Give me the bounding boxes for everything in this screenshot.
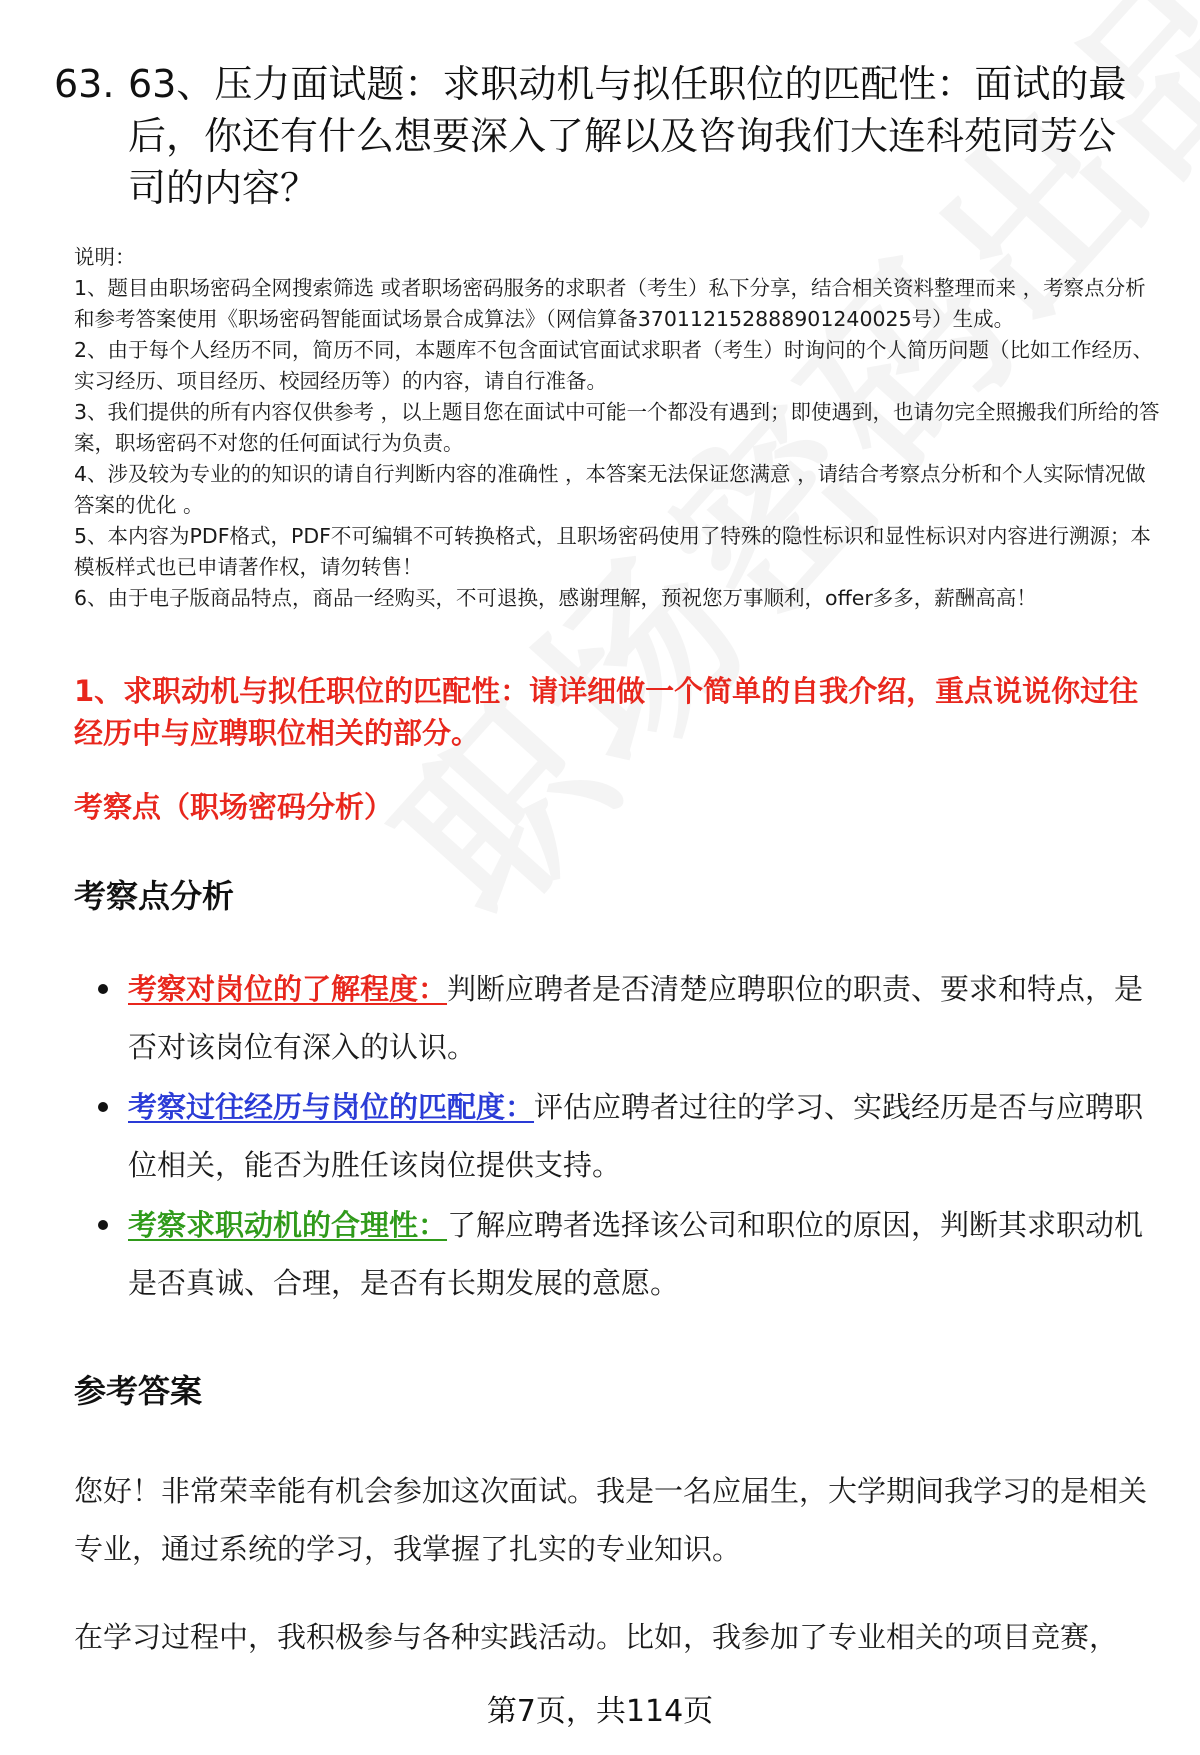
answer-paragraph: 您好！非常荣幸能有机会参加这次面试。我是一名应届生，大学期间我学习的是相关专业，通过系统的学习，我掌握了扎实的专业知识。 [74, 1474, 1148, 1566]
analysis-keyword: 考察过往经历与岗位的匹配度： [128, 1090, 535, 1124]
page-number: 第7页，共114页 [486, 1694, 714, 1729]
note-item: 6、由于电子版商品特点，商品一经购买，不可退换，感谢理解，预祝您万事顺利，offer多多，薪酬高高！ [74, 586, 1037, 610]
question-text: 63、压力面试题：求职动机与拟任职位的匹配性：面试的最后，你还有什么想要深入了解以及咨询我们大连科苑同芳公司的内容？ [128, 62, 1127, 210]
note-item: 4、涉及较为专业的的知识的请自行判断内容的准确性 ，本答案无法保证您满意 ，请结合考察点分析和个人实际情况做答案的优化 。 [74, 462, 1146, 517]
question-number: 63. [54, 62, 115, 106]
analysis-text: 了解应聘者选择该公司和职位的原因，判断其求职动机是否真诚、合理，是否有长期发展的意愿。 [128, 1208, 1144, 1300]
sub-question: 1、求职动机与拟任职位的匹配性：请详细做一个简单的自我介绍，重点说说你过往经历中与应聘职位相关的部分。 [74, 674, 1139, 750]
analysis-list [74, 960, 1154, 1314]
note-item: 1、题目由职场密码全网搜索筛选 或者职场密码服务的求职者（考生）私下分享，结合相关资料整理而来 ，考察点分析和参考答案使用《职场密码智能面试场景合成算法》（网信算备370112152888901240025号）生成。 [74, 276, 1146, 331]
bullet-dot-icon [98, 1102, 108, 1112]
note-item: 5、本内容为PDF格式，PDF不可编辑不可转换格式，且职场密码使用了特殊的隐性标识和显性标识对内容进行溯源；本模板样式也已申请著作权，请勿转售！ [74, 524, 1151, 579]
notes-heading: 说明： [74, 245, 136, 269]
analysis-heading: 考察点分析 [74, 877, 235, 915]
bullet-dot-icon [98, 1220, 108, 1230]
disclaimer-notes [74, 242, 1164, 614]
answer-body [74, 1462, 1154, 1696]
analysis-keyword: 考察求职动机的合理性： [128, 1208, 448, 1242]
analysis-item [74, 1078, 1154, 1194]
analysis-keyword: 考察对岗位的了解程度： [128, 972, 448, 1006]
question-title [54, 58, 1144, 214]
answer-heading: 参考答案 [74, 1372, 203, 1410]
note-item: 3、我们提供的所有内容仅供参考 ，以上题目您在面试中可能一个都没有遇到；即使遇到，也请勿完全照搬我们所给的答案，职场密码不对您的任何面试行为负责。 [74, 400, 1160, 455]
analysis-text: 评估应聘者过往的学习、实践经历是否与应聘职位相关，能否为胜任该岗位提供支持。 [128, 1090, 1144, 1182]
analysis-text: 判断应聘者是否清楚应聘职位的职责、要求和特点，是否对该岗位有深入的认识。 [128, 972, 1144, 1064]
analysis-item [74, 1196, 1154, 1312]
analysis-item [74, 960, 1154, 1076]
answer-paragraph: 在学习过程中，我积极参与各种实践活动。比如，我参加了专业相关的项目竞赛， [74, 1620, 1119, 1654]
bullet-dot-icon [98, 984, 108, 994]
note-item: 2、由于每个人经历不同，简历不同，本题库不包含面试官面试求职者（考生）时询问的个人简历问题（比如工作经历、实习经历、项目经历、校园经历等）的内容，请自行准备。 [74, 338, 1154, 393]
analysis-label: 考察点（职场密码分析） [74, 790, 394, 824]
